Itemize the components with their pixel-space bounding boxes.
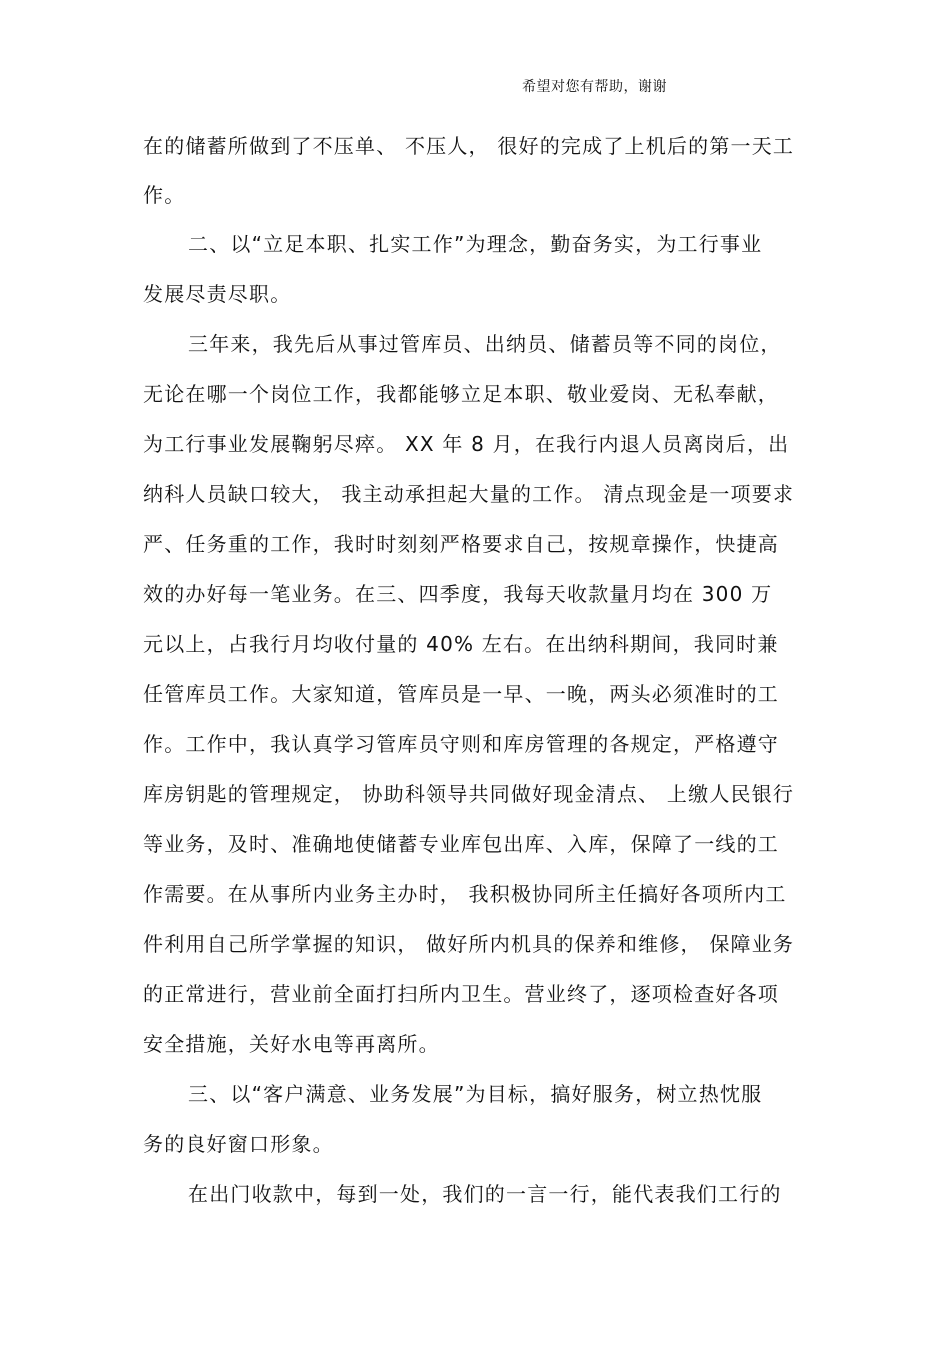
body-line: 为工行事业发展鞠躬尽瘁。 XX 年 8 月，在我行内退人员离岗后，出 [143,432,790,456]
body-line: 严、任务重的工作，我时时刻刻严格要求自己，按规章操作，快捷高 [143,532,779,556]
body-line: 作。工作中，我认真学习管库员守则和库房管理的各规定，严格遵守 [143,732,779,756]
body-line: 等业务，及时、准确地使储蓄专业库包出库、入库，保障了一线的工 [143,832,779,856]
body-line: 三年来，我先后从事过管库员、出纳员、储蓄员等不同的岗位， [188,332,782,356]
section-heading-line: 三、以“客户满意、业务发展”为目标，搞好服务，树立热忱服 [188,1082,763,1106]
body-line: 在出门收款中，每到一处，我们的一言一行，能代表我们工行的 [188,1182,782,1206]
body-line: 作。 [143,183,186,207]
body-line: 作需要。在从事所内业务主办时， 我积极协同所主任搞好各项所内工 [143,882,787,906]
body-line: 件利用自己所学掌握的知识， 做好所内机具的保养和维修， 保障业务 [143,932,795,956]
body-line: 效的办好每一笔业务。在三、四季度，我每天收款量月均在 300 万 [143,582,773,606]
body-line: 的正常进行，营业前全面打扫所内卫生。营业终了，逐项检查好各项 [143,982,779,1006]
body-line: 库房钥匙的管理规定， 协助科领导共同做好现金清点、 上缴人民银行 [143,782,795,806]
page-header: 希望对您有帮助，谢谢 [522,79,667,95]
body-line: 纳科人员缺口较大， 我主动承担起大量的工作。 清点现金是一项要求 [143,482,795,506]
body-line: 任管库员工作。大家知道，管库员是一早、一晚，两头必须准时的工 [143,682,779,706]
section-heading-line: 二、以“立足本职、扎实工作”为理念，勤奋务实，为工行事业 [188,232,763,256]
body-line: 在的储蓄所做到了不压单、 不压人， 很好的完成了上机后的第一天工 [143,134,795,158]
section-heading-line: 务的良好窗口形象。 [143,1132,334,1156]
body-line: 无论在哪一个岗位工作，我都能够立足本职、敬业爱岗、无私奉献， [143,382,779,406]
body-line: 安全措施，关好水电等再离所。 [143,1032,440,1056]
body-line: 元以上，占我行月均收付量的 40% 左右。在出纳科期间，我同时兼 [143,632,779,656]
section-heading-line: 发展尽责尽职。 [143,282,292,306]
